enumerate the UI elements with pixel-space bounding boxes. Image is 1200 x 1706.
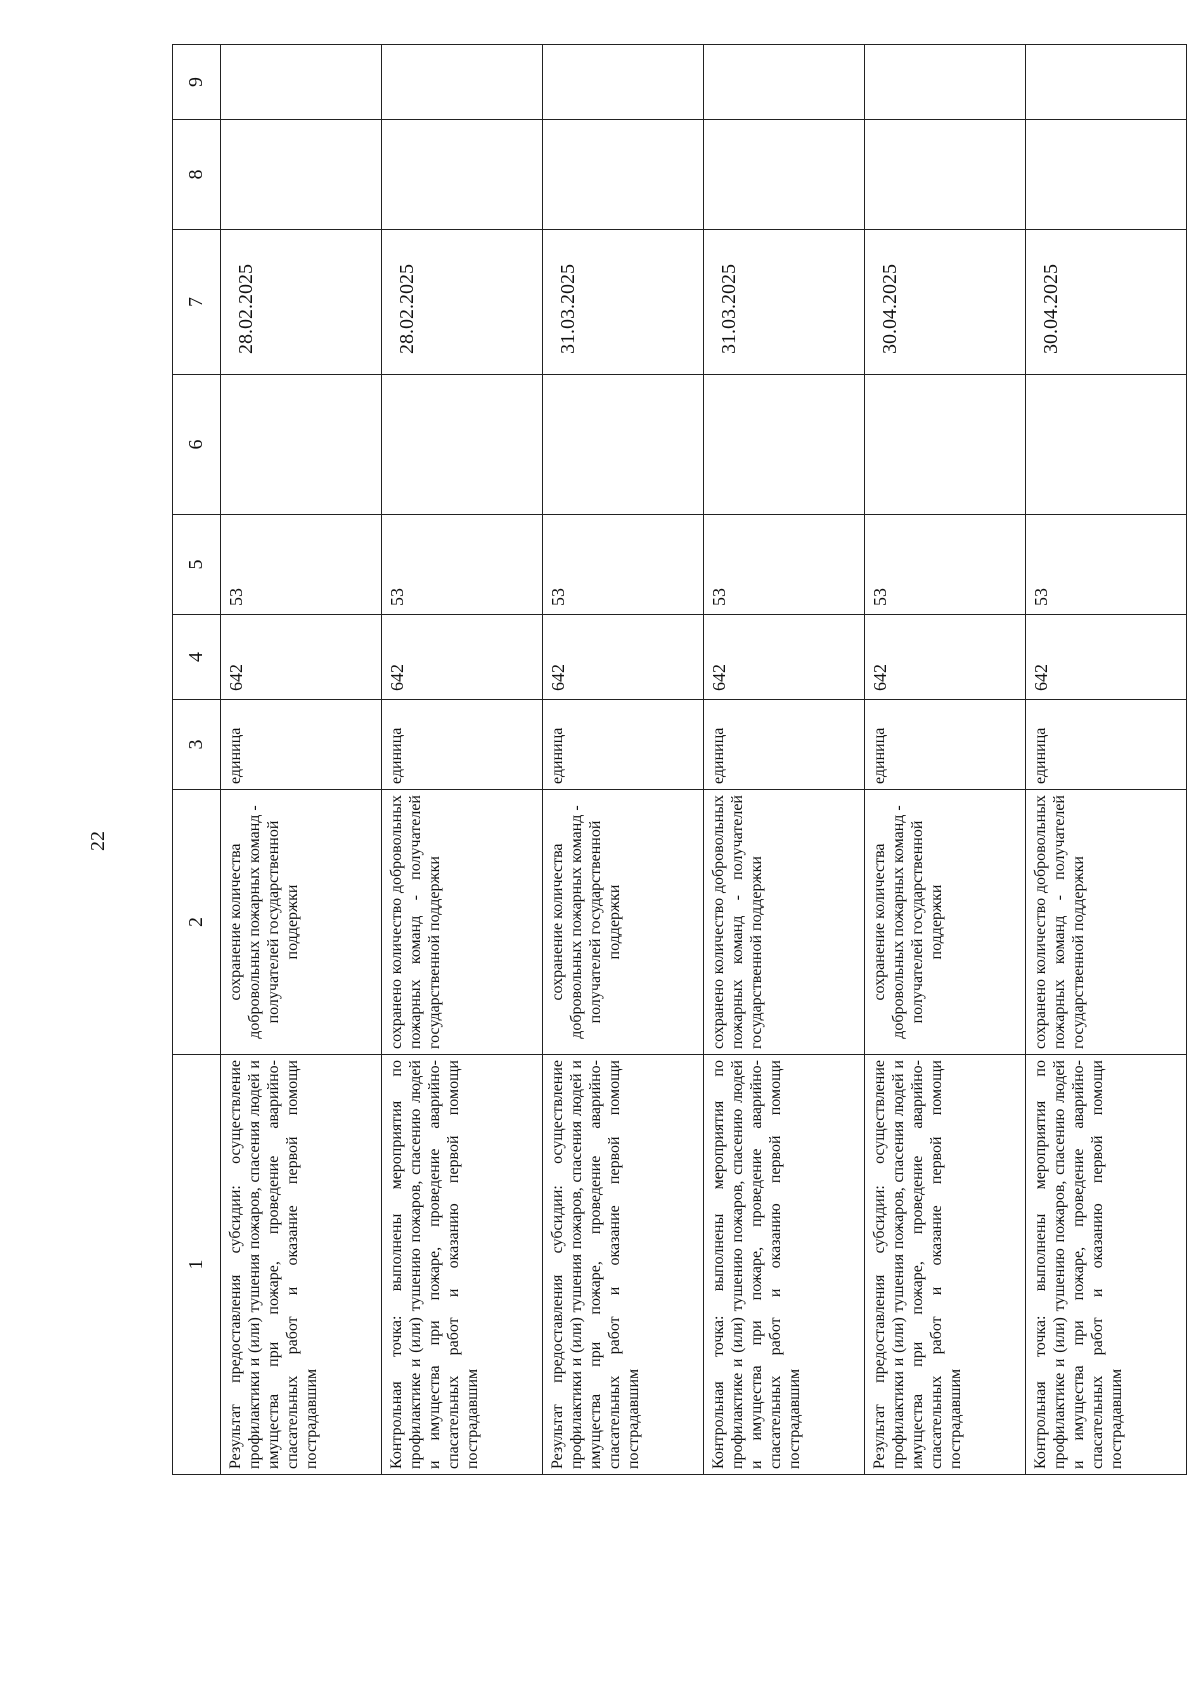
empty-cell — [542, 45, 703, 120]
okei-code-cell: 642 — [1025, 615, 1186, 700]
empty-cell — [542, 375, 703, 515]
okei-code-cell: 642 — [864, 615, 1025, 700]
okei-code-cell: 642 — [381, 615, 542, 700]
header-row — [173, 45, 221, 1475]
table-row — [381, 45, 542, 1475]
empty-cell — [220, 45, 381, 120]
indicator-cell: сохранено количество добровольных пожарных команд - получателей государственной поддержки — [1025, 790, 1186, 1055]
value-cell: 53 — [1025, 515, 1186, 615]
date-cell: 28.02.2025 — [381, 230, 542, 375]
okei-code-cell: 642 — [220, 615, 381, 700]
header-cell: 4 — [173, 615, 221, 700]
value-cell: 53 — [542, 515, 703, 615]
results-table — [172, 44, 1187, 1475]
indicator-cell: сохранение количества добровольных пожарных команд - получателей государственной поддержки — [220, 790, 381, 1055]
empty-cell — [703, 45, 864, 120]
result-description-cell: Результат предоставления субсидии: осуществление профилактики и (или) тушения пожаров, спасения людей и имущества при пожаре, проведение аварийно-спасательных работ и оказание первой помощи пострадавшим — [864, 1055, 1025, 1475]
header-cell: 6 — [173, 375, 221, 515]
unit-cell: единица — [864, 700, 1025, 790]
date-cell: 30.04.2025 — [1025, 230, 1186, 375]
indicator-cell: сохранение количества добровольных пожарных команд - получателей государственной поддержки — [864, 790, 1025, 1055]
indicator-cell: сохранено количество добровольных пожарных команд - получателей государственной поддержки — [381, 790, 542, 1055]
result-description-cell: Результат предоставления субсидии: осуществление профилактики и (или) тушения пожаров, спасения людей и имущества при пожаре, проведение аварийно-спасательных работ и оказание первой помощи пострадавшим — [220, 1055, 381, 1475]
date-cell: 31.03.2025 — [542, 230, 703, 375]
header-cell: 3 — [173, 700, 221, 790]
value-cell: 53 — [703, 515, 864, 615]
result-description-cell: Контрольная точка: выполнены мероприятия по профилактике и (или) тушению пожаров, спасению людей и имущества при пожаре, проведение аварийно-спасательных работ и оказанию первой помощи пострадавшим — [1025, 1055, 1186, 1475]
result-description-cell: Контрольная точка: выполнены мероприятия по профилактике и (или) тушению пожаров, спасению людей и имущества при пожаре, проведение аварийно-спасательных работ и оказанию первой помощи пострадавшим — [381, 1055, 542, 1475]
result-description-cell: Контрольная точка: выполнены мероприятия по профилактике и (или) тушению пожаров, спасению людей и имущества при пожаре, проведение аварийно-спасательных работ и оказанию первой помощи пострадавшим — [703, 1055, 864, 1475]
empty-cell — [864, 375, 1025, 515]
empty-cell — [1025, 120, 1186, 230]
value-cell: 53 — [381, 515, 542, 615]
unit-cell: единица — [220, 700, 381, 790]
empty-cell — [703, 120, 864, 230]
unit-cell: единица — [703, 700, 864, 790]
empty-cell — [864, 120, 1025, 230]
empty-cell — [864, 45, 1025, 120]
header-cell: 8 — [173, 120, 221, 230]
table-row — [220, 45, 381, 1475]
empty-cell — [220, 120, 381, 230]
date-cell: 31.03.2025 — [703, 230, 864, 375]
empty-cell — [703, 375, 864, 515]
value-cell: 53 — [864, 515, 1025, 615]
empty-cell — [542, 120, 703, 230]
okei-code-cell: 642 — [703, 615, 864, 700]
okei-code-cell: 642 — [542, 615, 703, 700]
header-cell: 9 — [173, 45, 221, 120]
empty-cell — [1025, 45, 1186, 120]
empty-cell — [220, 375, 381, 515]
table-container — [172, 45, 1187, 1475]
header-cell: 2 — [173, 790, 221, 1055]
value-cell: 53 — [220, 515, 381, 615]
empty-cell — [381, 120, 542, 230]
page-number: 22 — [87, 831, 109, 851]
unit-cell: единица — [1025, 700, 1186, 790]
table-row — [703, 45, 864, 1475]
header-cell: 7 — [173, 230, 221, 375]
unit-cell: единица — [542, 700, 703, 790]
table-row — [1025, 45, 1186, 1475]
empty-cell — [381, 45, 542, 120]
table-row — [542, 45, 703, 1475]
header-cell: 5 — [173, 515, 221, 615]
date-cell: 28.02.2025 — [220, 230, 381, 375]
header-cell: 1 — [173, 1055, 221, 1475]
empty-cell — [381, 375, 542, 515]
empty-cell — [1025, 375, 1186, 515]
unit-cell: единица — [381, 700, 542, 790]
result-description-cell: Результат предоставления субсидии: осуществление профилактики и (или) тушения пожаров, спасения людей и имущества при пожаре, проведение аварийно-спасательных работ и оказание первой помощи пострадавшим — [542, 1055, 703, 1475]
indicator-cell: сохранено количество добровольных пожарных команд - получателей государственной поддержки — [703, 790, 864, 1055]
date-cell: 30.04.2025 — [864, 230, 1025, 375]
indicator-cell: сохранение количества добровольных пожарных команд - получателей государственной поддержки — [542, 790, 703, 1055]
table-row — [864, 45, 1025, 1475]
